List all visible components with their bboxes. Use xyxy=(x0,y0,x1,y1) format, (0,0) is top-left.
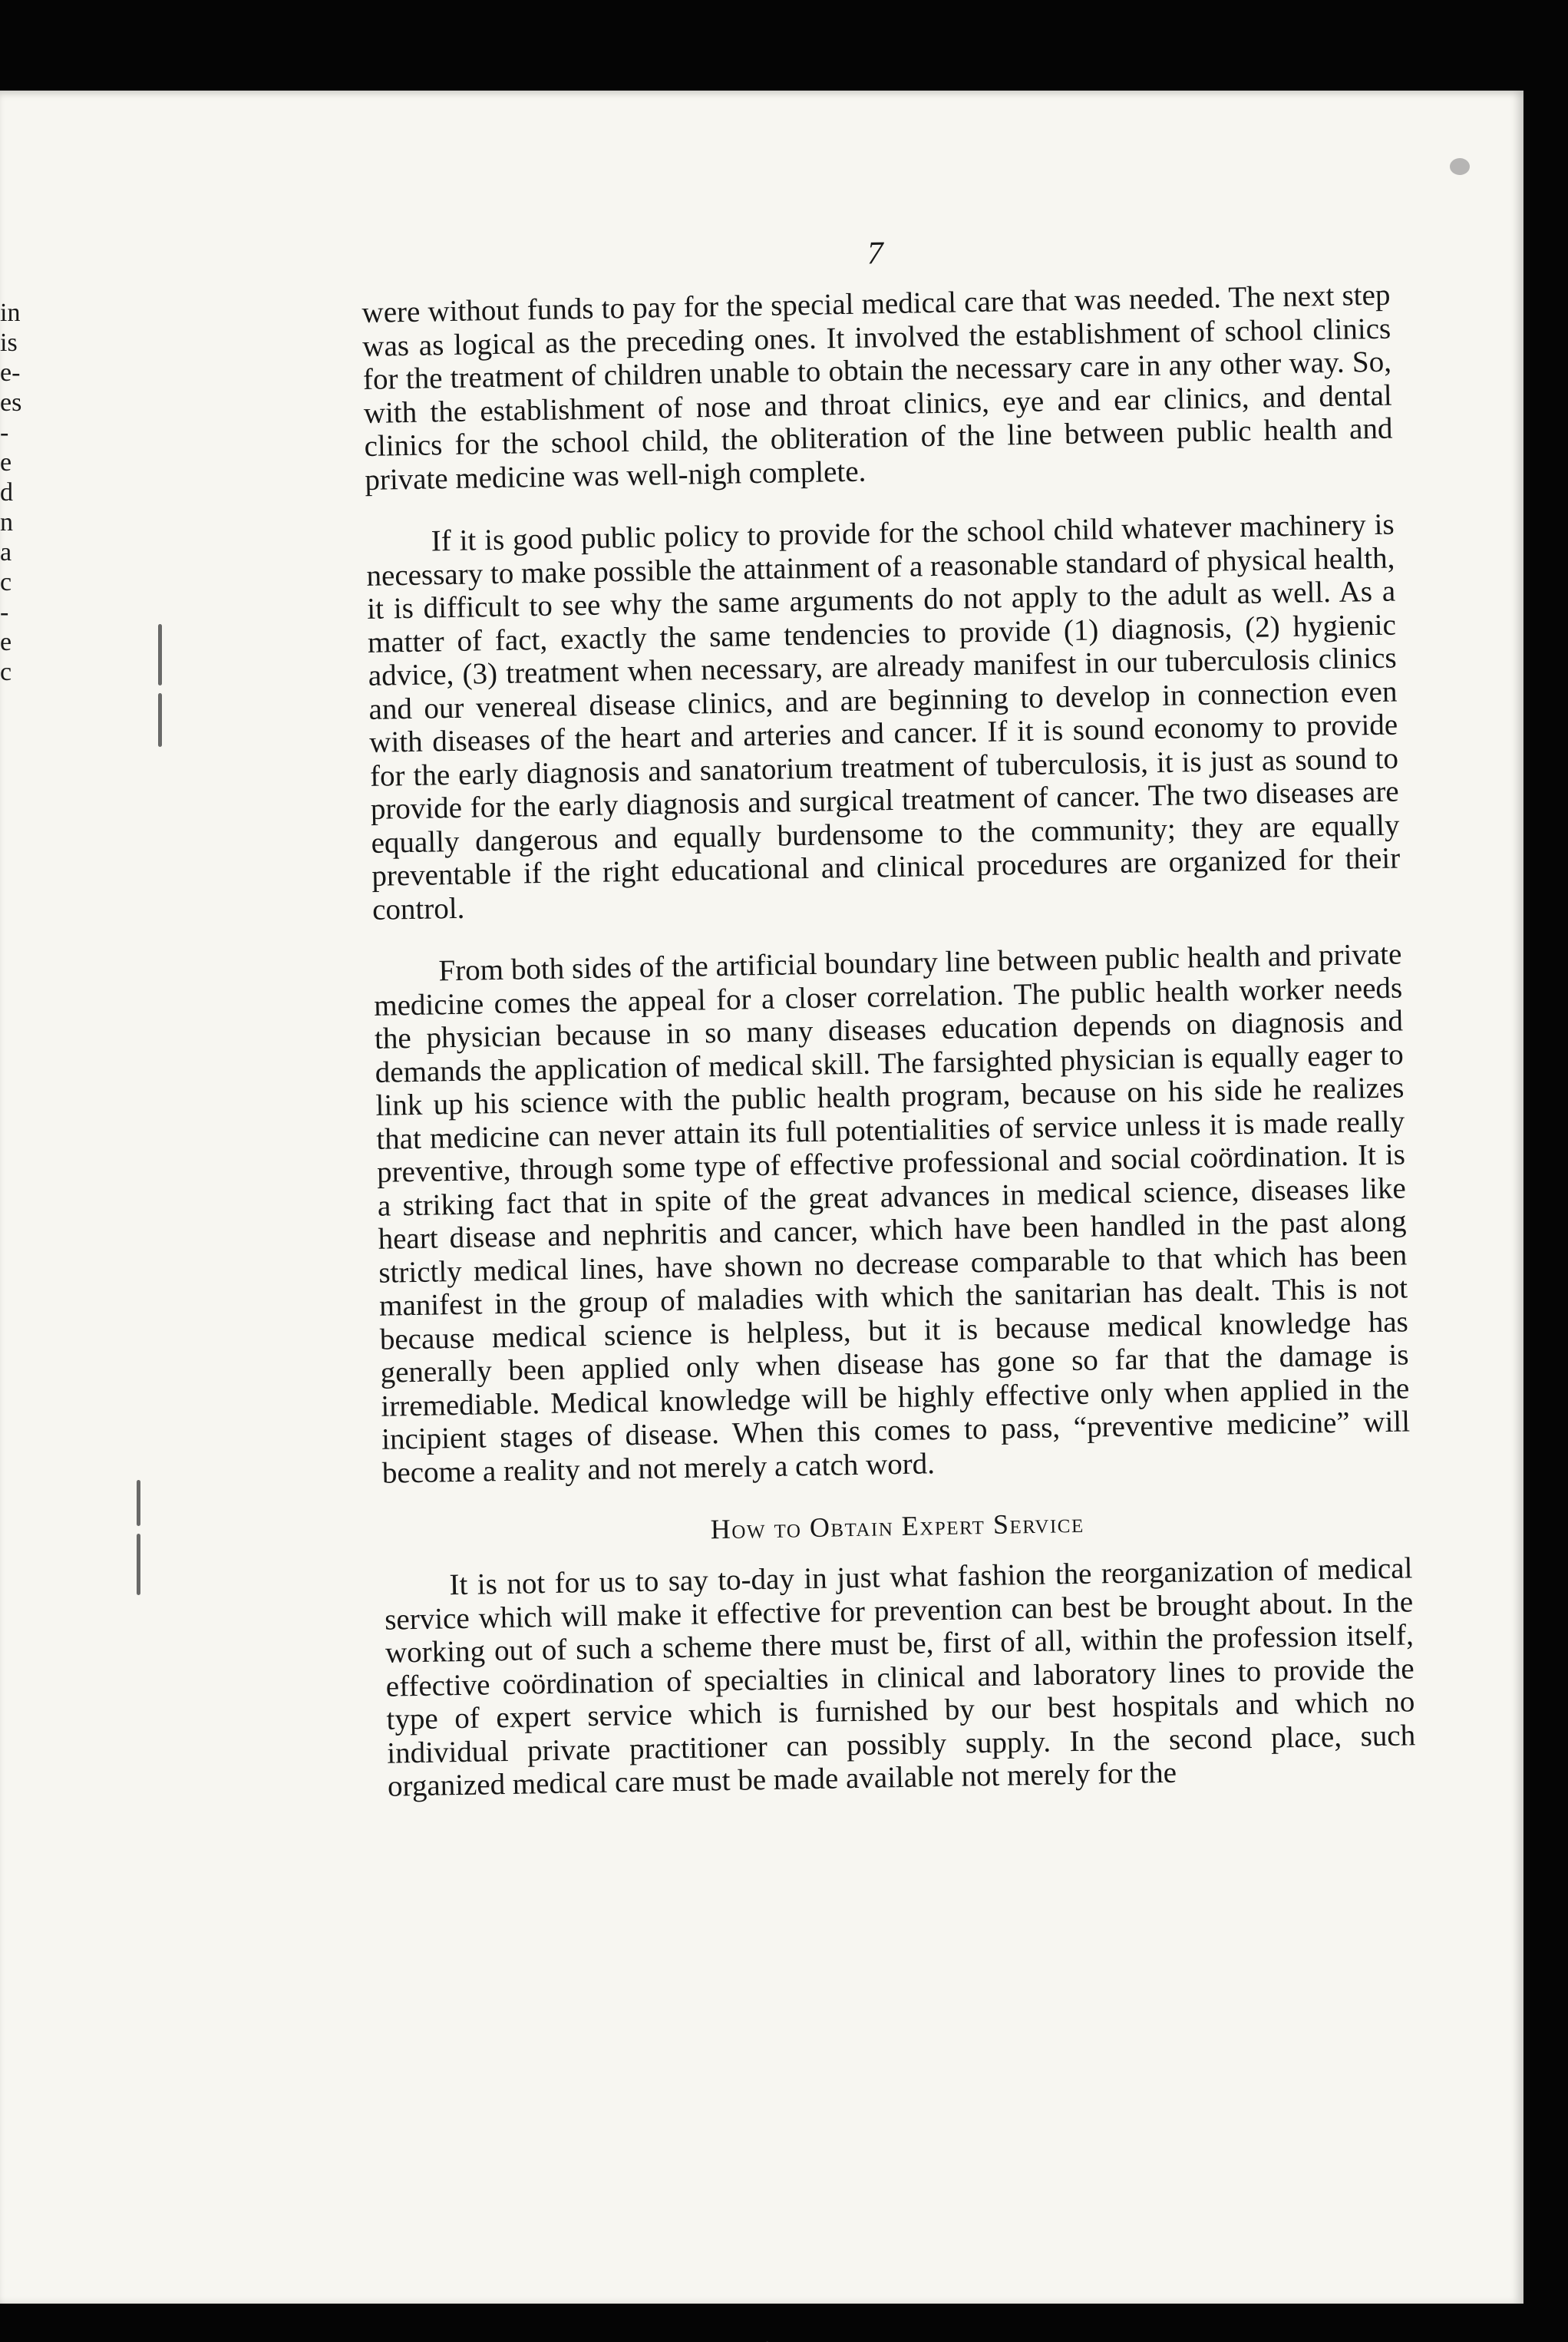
margin-fragment: a xyxy=(0,538,12,567)
scanned-page xyxy=(0,91,1523,2304)
page-content xyxy=(361,226,1417,1833)
paragraph: If it is good public policy to provide for the school child whatever machinery is necessary to make possible the attainment of a reasonable standard of physical health, it is difficult to see why the same arguments do not apply to the adult as well. As a matter of fact, exactly the same tendencies to provide (1) diagnosis, (2) hygienic advice, (3) treatment when necessary, are already manifest in our tuberculosis clinics and our venereal disease clinics, and are beginning to develop in connection even with diseases of the heart and arteries and cancer. If it is sound economy to provide for the early diagnosis and sanatorium treatment of tuberculosis, it is just as sound to provide for the early diagnosis and surgical treatment of cancer. The two diseases are equally dangerous and equally burdensome to the community; they are equally preventable if the right educational and clinical procedures are organized for their control. xyxy=(366,507,1401,927)
margin-fragment: n xyxy=(0,508,13,537)
ink-blot xyxy=(1450,158,1470,175)
margin-fragment: c xyxy=(0,658,12,686)
margin-fragment: e xyxy=(0,448,12,477)
paragraph: were without funds to pay for the special medical care that was needed. The next step was as logical as the preceding ones. It involved the establishment of school clinics for the treatment of children unable to obtain the necessary care in any other way. So, with the establishment of nose and throat clinics, eye and ear clinics, and dental clinics for the school child, the obliteration of the line between public health and private medicine was well-nigh complete. xyxy=(361,278,1393,497)
margin-fragment: - xyxy=(0,598,9,626)
bleed-through-mark xyxy=(158,693,162,747)
margin-fragment: c xyxy=(0,568,12,596)
bleed-through-mark xyxy=(158,624,162,685)
bleed-through-mark xyxy=(137,1480,140,1526)
paragraph: From both sides of the artificial boundary line between public health and private medicine comes the appeal for a closer correlation. The public health worker needs the physician because in so many diseases education depends on diagnosis and demands the application of medical skill. The farsighted physician is equally eager to link up his science with the public health program, because on his side he realizes that medicine can never attain its full potentialities of service unless it is made really preventive, through some type of effective professional and social coördination. It is a striking fact that in spite of the great advances in medical science, diseases like heart disease and nephritis and cancer, which have been handled in the past along strictly medical lines, have shown no decrease comparable to that which has been manifest in the group of maladies with which the sanitarian has dealt. This is not because medical science is helpless, but it is because medical knowledge has generally been applied only when disease has gone so far that the damage is irremediable. Medical knowledge will be highly effective only when applied in the incipient stages of disease. When this comes to pass, “preventive medicine” will become a reality and not merely a catch word. xyxy=(373,937,1411,1490)
page-number: 7 xyxy=(867,236,884,272)
margin-fragment: e- xyxy=(0,358,21,387)
margin-fragment: es xyxy=(0,388,22,417)
paragraph: It is not for us to say to-day in just what fashion the reorganization of medical service which will make it effective for prevention can best be brought about. In the working out of such a scheme there must be, first of all, within the profession itself, effective coördination of specialties in clinical and laboratory lines to provide the type of expert service which is furnished by our best hospitals and which no individual private practitioner can possibly supply. In the second place, such organized medical care must be made available not merely for the xyxy=(384,1551,1416,1803)
section-heading: How to Obtain Expert Service xyxy=(710,1507,1084,1545)
bleed-through-mark xyxy=(137,1534,140,1595)
margin-fragment: in xyxy=(0,299,21,327)
margin-fragment: d xyxy=(0,478,13,507)
margin-fragment: is xyxy=(0,329,18,357)
margin-fragment: - xyxy=(0,418,9,447)
margin-fragment: e xyxy=(0,628,12,656)
previous-page-margin-fragments xyxy=(0,298,31,687)
